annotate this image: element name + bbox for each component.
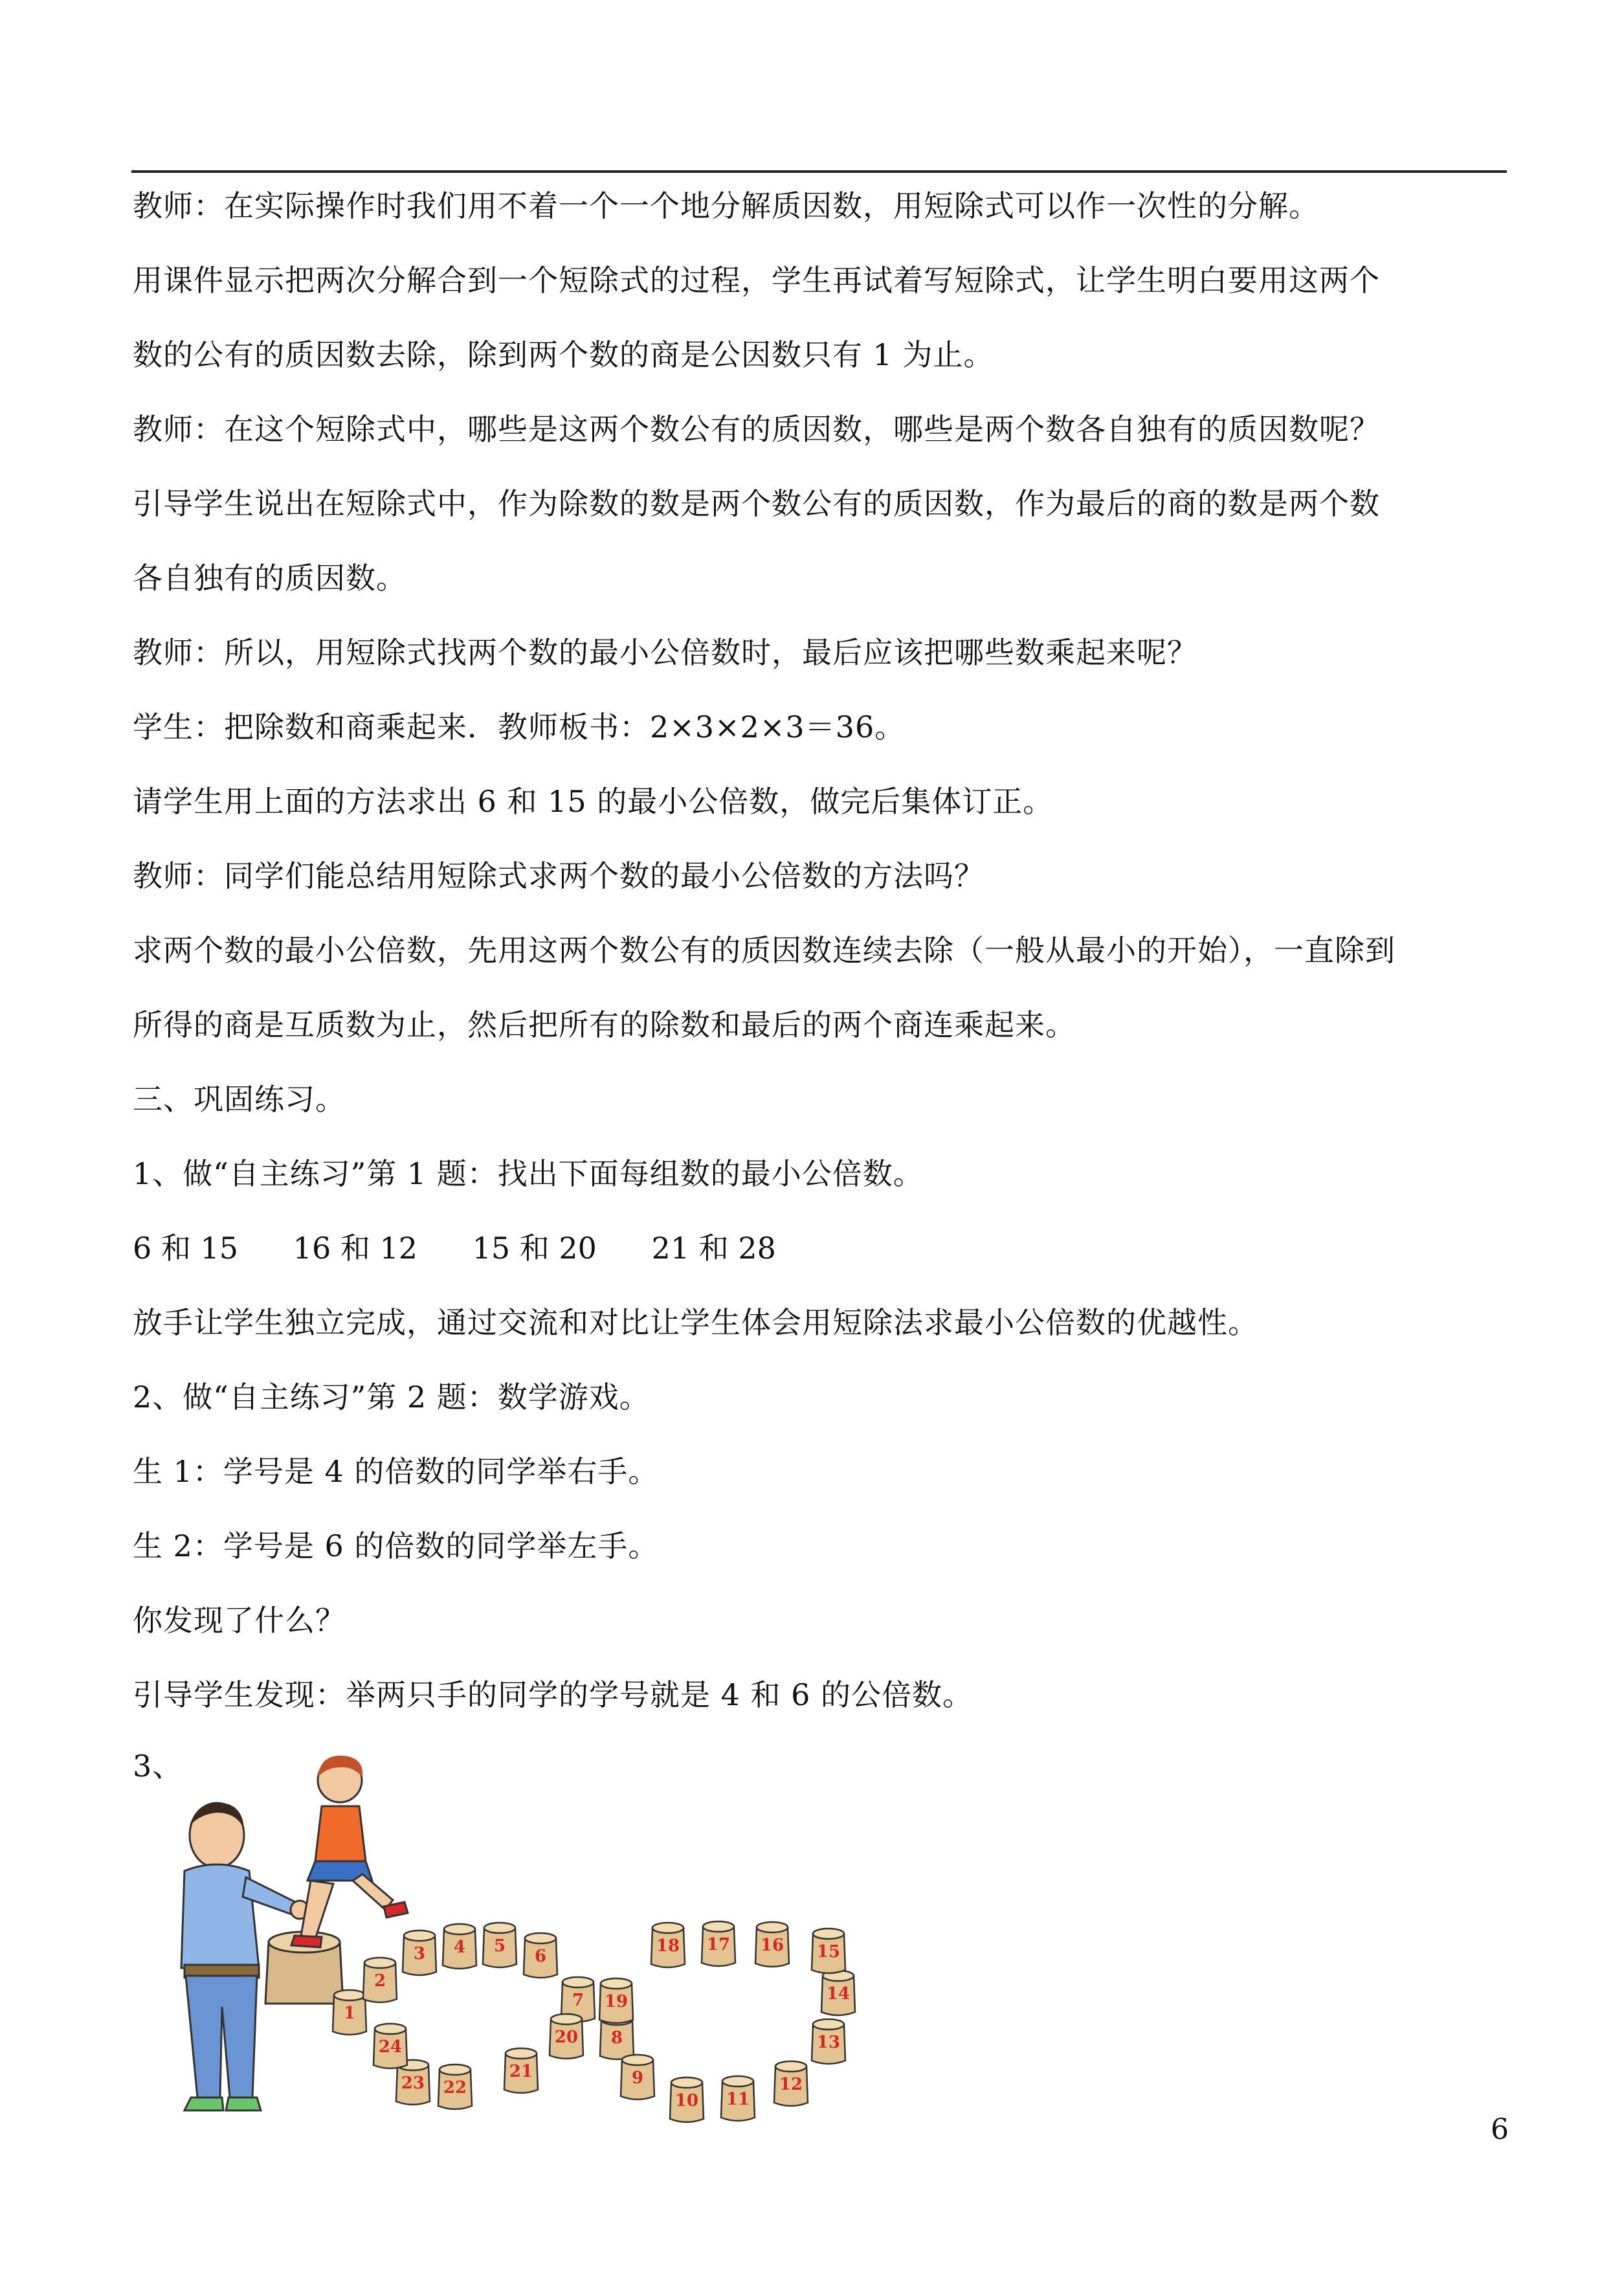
exercise-item: 2、做“自主练习”第 2 题：数学游戏。	[133, 1380, 650, 1415]
paragraph: 引导学生说出在短除式中，作为除数的数是两个数公有的质因数，作为最后的商的数是两个数	[133, 486, 1380, 521]
exercise-item: 3、	[133, 1749, 183, 1784]
stump-number: 23	[401, 2074, 425, 2093]
paragraph: 生 2：学号是 6 的倍数的同学举左手。	[133, 1528, 659, 1563]
stump-number: 17	[706, 1935, 731, 1954]
stump-number: 20	[554, 2028, 579, 2047]
stump-12	[774, 2061, 808, 2106]
stump-number: 18	[656, 1936, 680, 1956]
paragraph: 你发现了什么？	[133, 1603, 346, 1638]
stump-22	[438, 2064, 472, 2109]
stump-number: 12	[779, 2075, 803, 2094]
number-group: 15 和 20	[472, 1231, 597, 1266]
paragraph: 用课件显示把两次分解合到一个短除式的过程，学生再试着写短除式，让学生明白要用这两个	[133, 263, 1380, 298]
stump-number: 1	[343, 2004, 356, 2023]
stump-5	[483, 1923, 517, 1967]
stump-number: 7	[572, 1991, 584, 2010]
stump-number: 14	[826, 1984, 851, 2004]
stump-10	[670, 2077, 704, 2122]
paragraph: 各自独有的质因数。	[133, 561, 406, 596]
stump-number: 22	[443, 2078, 467, 2097]
stump-20	[550, 2014, 583, 2059]
paragraph: 教师：在这个短除式中，哪些是这两个数公有的质因数，哪些是两个数各自独有的质因数呢？	[133, 412, 1380, 447]
stump-17	[702, 1921, 735, 1966]
stump-4	[443, 1924, 476, 1969]
exercise-item: 1、做“自主练习”第 1 题：找出下面每组数的最小公倍数。	[133, 1156, 924, 1191]
stump-number: 4	[453, 1938, 466, 1957]
stump-24	[373, 2024, 407, 2068]
stump-number: 15	[816, 1942, 841, 1962]
stump-19	[599, 1978, 633, 2023]
paragraph: 引导学生发现：举两只手的同学的学号就是 4 和 6 的公倍数。	[133, 1677, 973, 1712]
stump-21	[504, 2048, 538, 2093]
paragraph: 学生：把除数和商乘起来．教师板书：2×3×2×3＝36。	[133, 710, 906, 744]
paragraph: 教师：同学们能总结用短除式求两个数的最小公倍数的方法吗？	[133, 858, 984, 893]
stump-number: 5	[493, 1936, 506, 1956]
stump-number: 9	[631, 2068, 644, 2088]
paragraph: 放手让学生独立完成，通过交流和对比让学生体会用短除法求最小公倍数的优越性。	[133, 1305, 1258, 1340]
stump-3	[403, 1930, 436, 1975]
number-groups	[133, 1230, 821, 1266]
stump-1	[333, 1990, 366, 2035]
stump-game-illustration	[146, 1748, 890, 2123]
paragraph: 所得的商是互质数为止，然后把所有的除数和最后的两个商连乘起来。	[133, 1007, 1076, 1042]
stump-16	[755, 1922, 789, 1967]
stump-2	[363, 1958, 397, 2002]
paragraph: 生 1：学号是 4 的倍数的同学举右手。	[133, 1454, 659, 1489]
stump-9	[621, 2055, 654, 2099]
stump-11	[721, 2076, 755, 2121]
stump-14	[821, 1971, 855, 2015]
stump-number: 24	[378, 2037, 403, 2057]
paragraph: 数的公有的质因数去除，除到两个数的商是公因数只有 1 为止。	[133, 337, 994, 372]
section-heading: 三、巩固练习。	[133, 1082, 346, 1117]
page-number: 6	[1491, 2113, 1509, 2146]
number-group: 21 和 28	[651, 1231, 776, 1266]
stump-number: 3	[413, 1944, 426, 1963]
boy-figure	[291, 1756, 408, 1947]
paragraph: 请学生用上面的方法求出 6 和 15 的最小公倍数，做完后集体订正。	[133, 784, 1054, 819]
stump-number: 2	[373, 1971, 386, 1991]
numbered-stumps	[333, 1921, 855, 2122]
stump-number: 19	[604, 1992, 628, 2011]
stump-6	[524, 1933, 557, 1978]
stump-number: 16	[760, 1936, 784, 1955]
stump-15	[812, 1929, 845, 1973]
paragraph: 教师：所以，用短除式找两个数的最小公倍数时，最后应该把哪些数乘起来呢？	[133, 635, 1197, 670]
stump-number: 10	[674, 2091, 699, 2110]
paragraph: 教师：在实际操作时我们用不着一个一个地分解质因数，用短除式可以作一次性的分解。	[133, 188, 1319, 223]
number-group: 16 和 12	[293, 1231, 417, 1266]
stump-number: 21	[509, 2062, 533, 2081]
number-group: 6 和 15	[133, 1231, 239, 1266]
paragraph: 求两个数的最小公倍数，先用这两个数公有的质因数连续去除（一般从最小的开始），一直除到	[133, 933, 1396, 968]
stump-number: 8	[610, 2028, 623, 2048]
stump-number: 11	[726, 2090, 750, 2109]
header-rule	[131, 170, 1507, 173]
stump-number: 13	[816, 2033, 841, 2052]
stump-18	[651, 1923, 685, 1967]
stump-13	[812, 2019, 845, 2064]
stump-number: 6	[534, 1947, 547, 1966]
